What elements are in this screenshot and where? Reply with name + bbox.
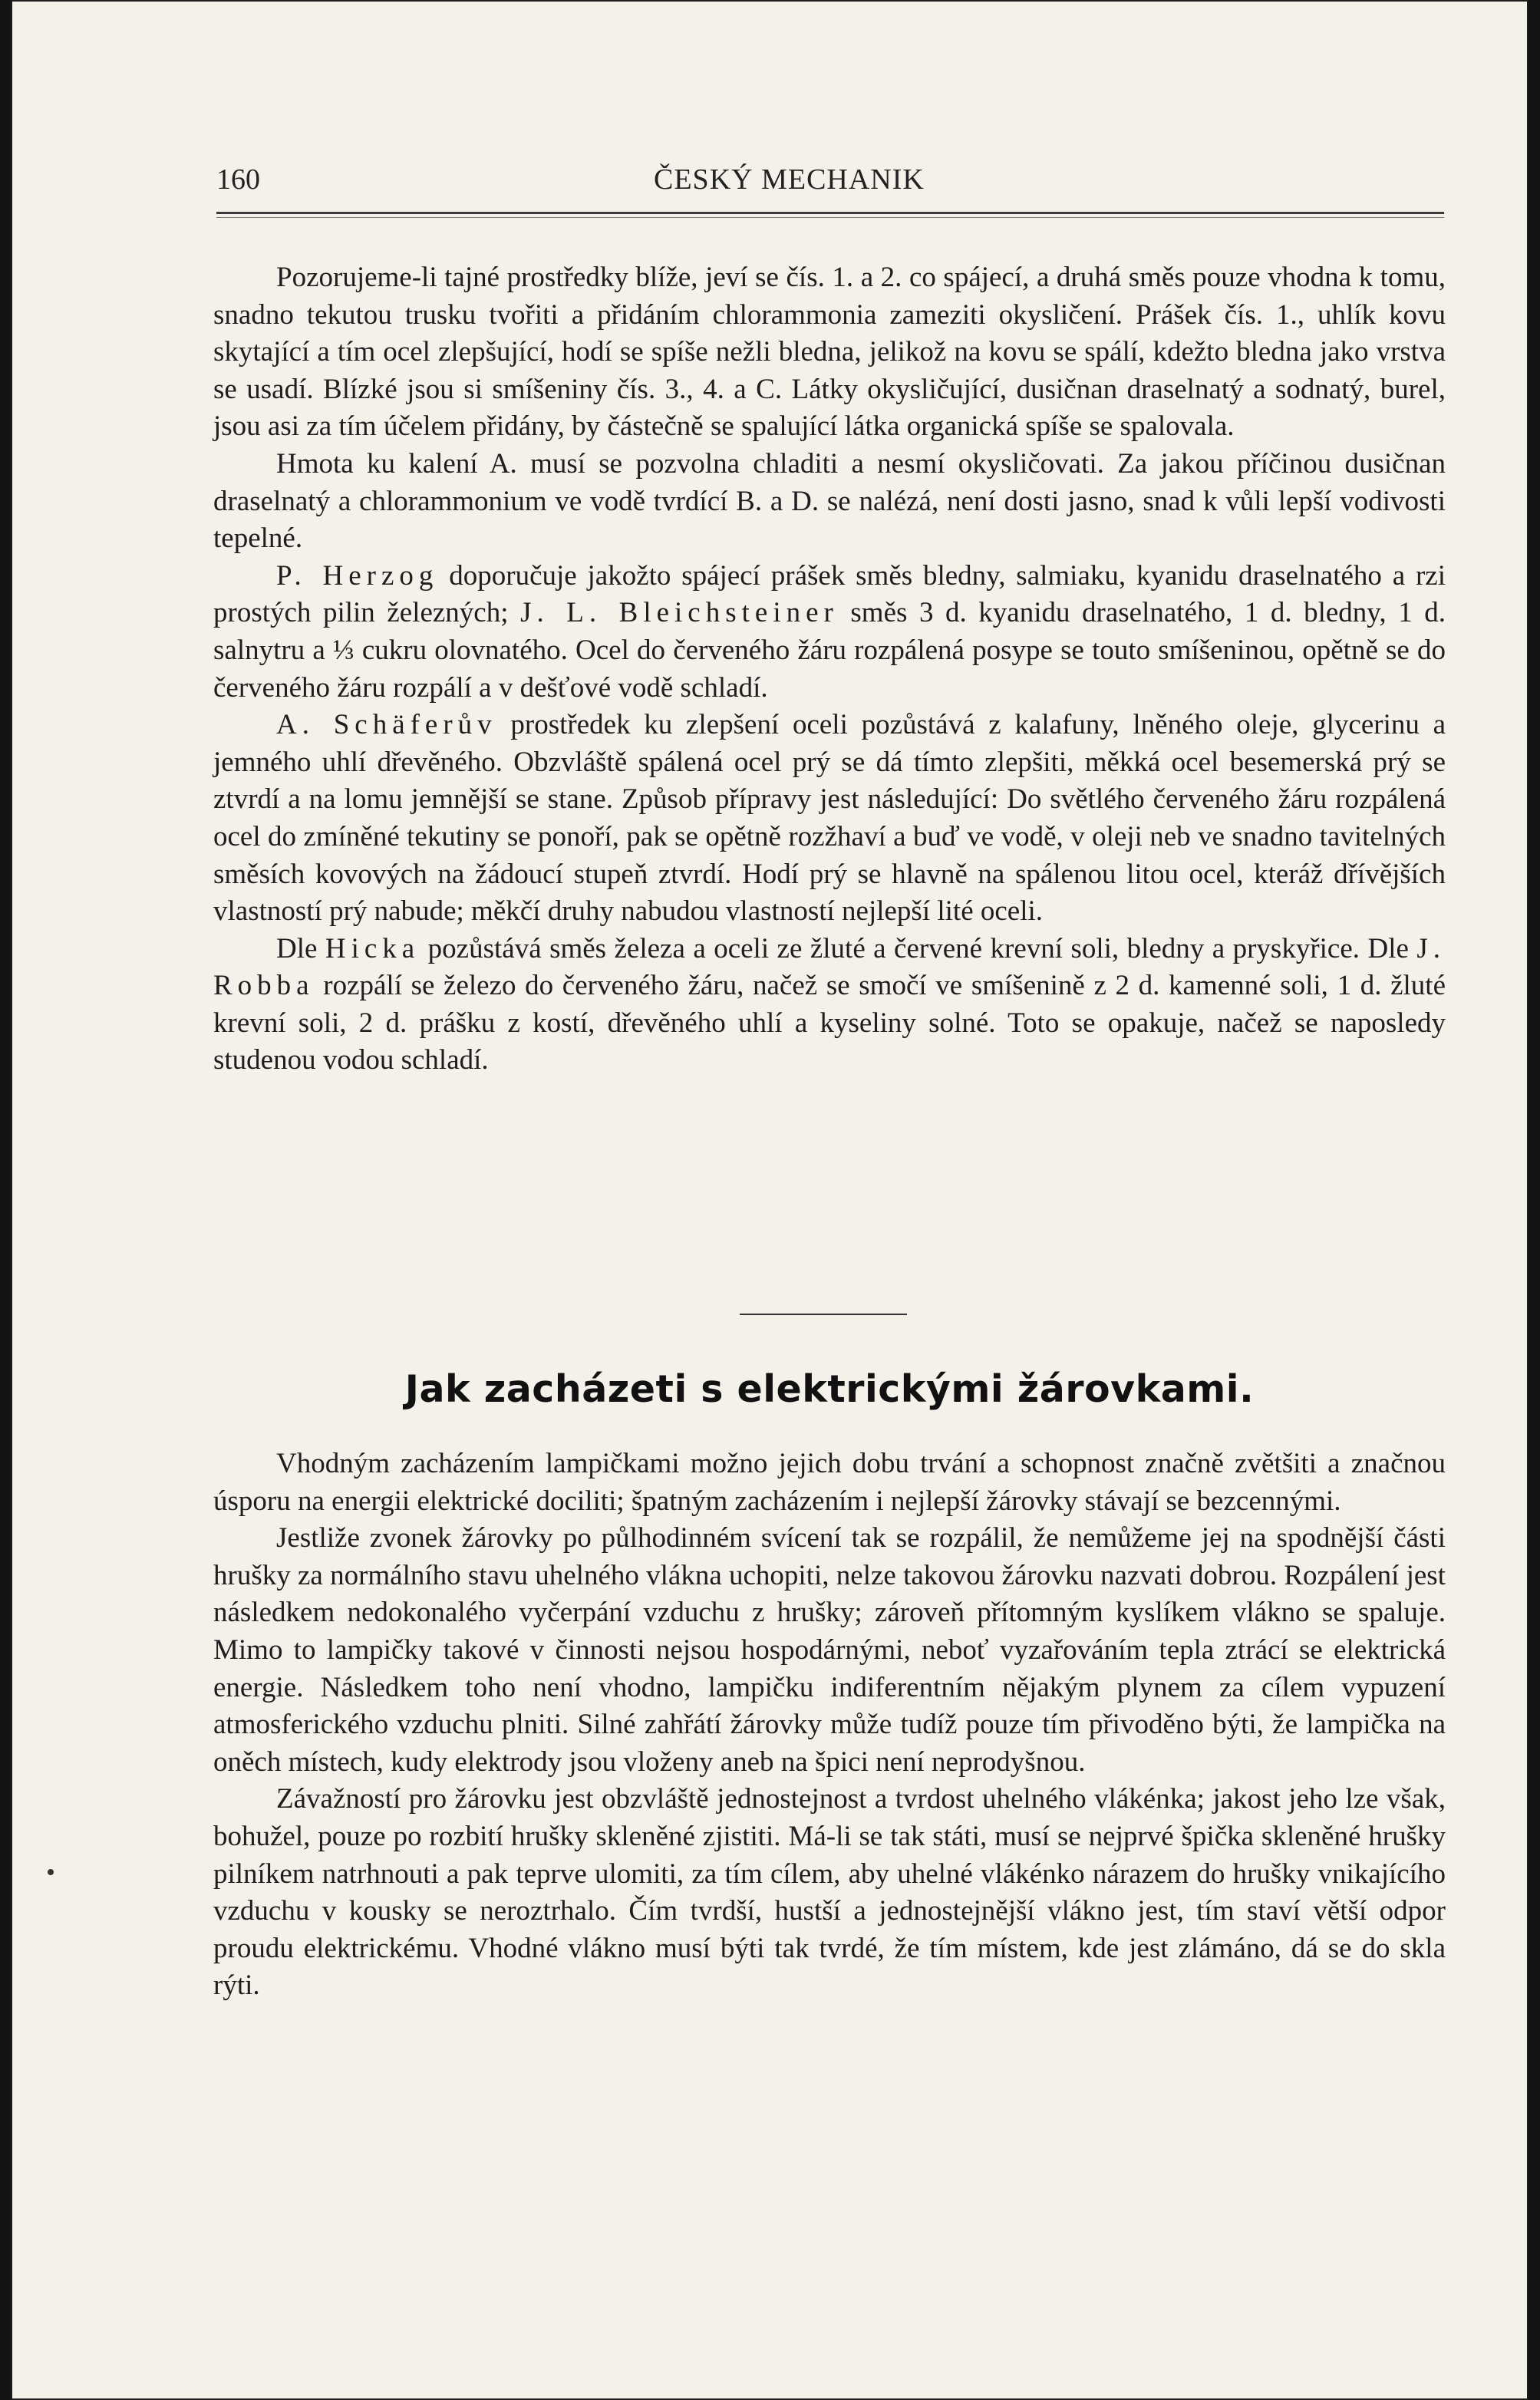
paragraph: Dle Hicka pozůstává směs železa a oceli ze žluté a červené krevní soli, bledny a pryskyřice. Dle J. Robba rozpálí se železo do červeného žáru, načež se smočí ve smíšenině z 2 d. kamenné soli, 1 d. žluté krevní soli, 2 d. prášku z kostí, dřevěného uhlí a kyseliny solné. Toto se opakuje, načež se naposledy studenou vodou schladí. [213, 932, 1446, 1076]
author-name: J. L. Bleichsteiner [520, 597, 839, 629]
header-rule [216, 212, 1444, 214]
book-page [11, 0, 1528, 2400]
article-title: Jak zacházeti s elektrickými žárovkami. [404, 1367, 1255, 1411]
paragraph: Jestliže zvonek žárovky po půlhodinném svícení tak se rozpálil, že nemůžeme jej na spodnější části hrušky za normálního stavu uhelného vlákna uchopiti, nelze takovou žárovku nazvati dobrou. Rozpálení jest následkem nedokonalého vyčerpání vzduchu z hrušky; zároveň přítomným kyslíkem vlákno se spaluje. Mimo to lampičky takové v činnosti nejsou hospodárnými, neboť vyzařováním tepla ztrácí se elektrická energie. Následkem toho není vhodno, lampičku indiferentním nějakým plynem za cílem vypuzení atmosferického vzduchu plniti. Silné zahřátí žárovky může tudíž pouze tím přivoděno býti, že lampička na oněch místech, kudy elektrody jsou vloženy aneb na špici není neprodyšnou. [213, 1522, 1446, 1778]
paragraph: Pozorujeme-li tajné prostředky blíže, jeví se čís. 1. a 2. co spájecí, a druhá směs pouze vhodna k tomu, snadno tekutou trusku tvořiti a přidáním chlorammonia zameziti okysličení. Prášek čís. 1., uhlík kovu skytající a tím ocel zlepšující, hodí se spíše nežli bledna, jelikož na kovu se spálí, kdežto bledna jako vrstva se usadí. Blízké jsou si smíšeniny čís. 3., 4. a C. Látky okysličující, dusičnan draselnatý a sodnatý, burel, jsou asi za tím účelem přidány, by částečně se spalující látka organická spíše se spalovala. [213, 262, 1446, 443]
section-separator [740, 1314, 907, 1315]
running-head: ČESKÝ MECHANIK [654, 163, 925, 196]
margin-speck [48, 1869, 54, 1875]
paragraph: P. Herzog doporučuje jakožto spájecí prášek směs bledny, salmiaku, kyanidu draselnatého a rzi prostých pilin železných; J. L. Bleichsteiner směs 3 d. kyanidu draselnatého, 1 d. bledny, 1 d. salnytru a ⅓ cukru olovnatého. Ocel do červeného žáru rozpálená posype se touto smíšeninou, opětně se do červeného žáru rozpálí a v dešťové vodě schladí. [213, 559, 1446, 704]
author-name: P. Herzog [276, 559, 439, 592]
author-name: J. Robba [213, 932, 1446, 1002]
author-name: Hicka [325, 932, 420, 964]
page-header [216, 160, 1444, 206]
section-continued-text [213, 259, 1446, 1080]
article-body [213, 1446, 1446, 2005]
paragraph: Hmota ku kalení A. musí se pozvolna chladiti a nesmí okysličovati. Za jakou příčinou dusičnan draselnatý a chlorammonium ve vodě tvrdící B. a D. se nalézá, není dosti jasno, snad k vůli lepší vodivosti tepelné. [213, 447, 1446, 555]
header-rule-thin [216, 217, 1444, 218]
paragraph: Vhodným zacházením lampičkami možno jejich dobu trvání a schopnost značně zvětšiti a značnou úsporu na energii elektrické dociliti; špatným zacházením i nejlepší žárovky stávají se bezcennými. [213, 1448, 1446, 1517]
paragraph: A. Schäferův prostředek ku zlepšení oceli pozůstává z kalafuny, lněného oleje, glycerinu a jemného uhlí dřevěného. Obzvláště spálená ocel prý se dá tímto zlepšiti, měkká ocel besemerská prý se ztvrdí a na lomu jemnější se stane. Způsob přípravy jest následující: Do světlého červeného žáru rozpálená ocel do zmíněné tekutiny se ponoří, pak se opětně rozžhaví a buď ve vodě, v oleji neb ve snadno tavitelných směsích kovových na žádoucí stupeň ztvrdí. Hodí prý se hlavně na spálenou litou ocel, kteráž dřívějších vlastností prý nabude; měkčí druhy nabudou vlastností nejlepší lité oceli. [213, 709, 1446, 928]
page-number: 160 [216, 163, 260, 196]
paragraph: Závažností pro žárovku jest obzvláště jednostejnost a tvrdost uhelného vlákénka; jakost jeho lze však, bohužel, pouze po rozbití hrušky skleněné zjistiti. Má-li se tak státi, musí se nejprvé špička skleněné hrušky pilníkem natrhnouti a pak teprve ulomiti, za tím cílem, aby uhelné vlákénko nárazem do hrušky vnikajícího vzduchu v kousky se neroztrhalo. Čím tvrdší, hustší a jednostejnější vlákno jest, tím staví větší odpor proudu elektrickému. Vhodné vlákno musí býti tak tvrdé, že tím místem, kde jest zlámáno, dá se do skla rýti. [213, 1783, 1446, 2002]
author-name: A. Schäferův [276, 709, 497, 741]
